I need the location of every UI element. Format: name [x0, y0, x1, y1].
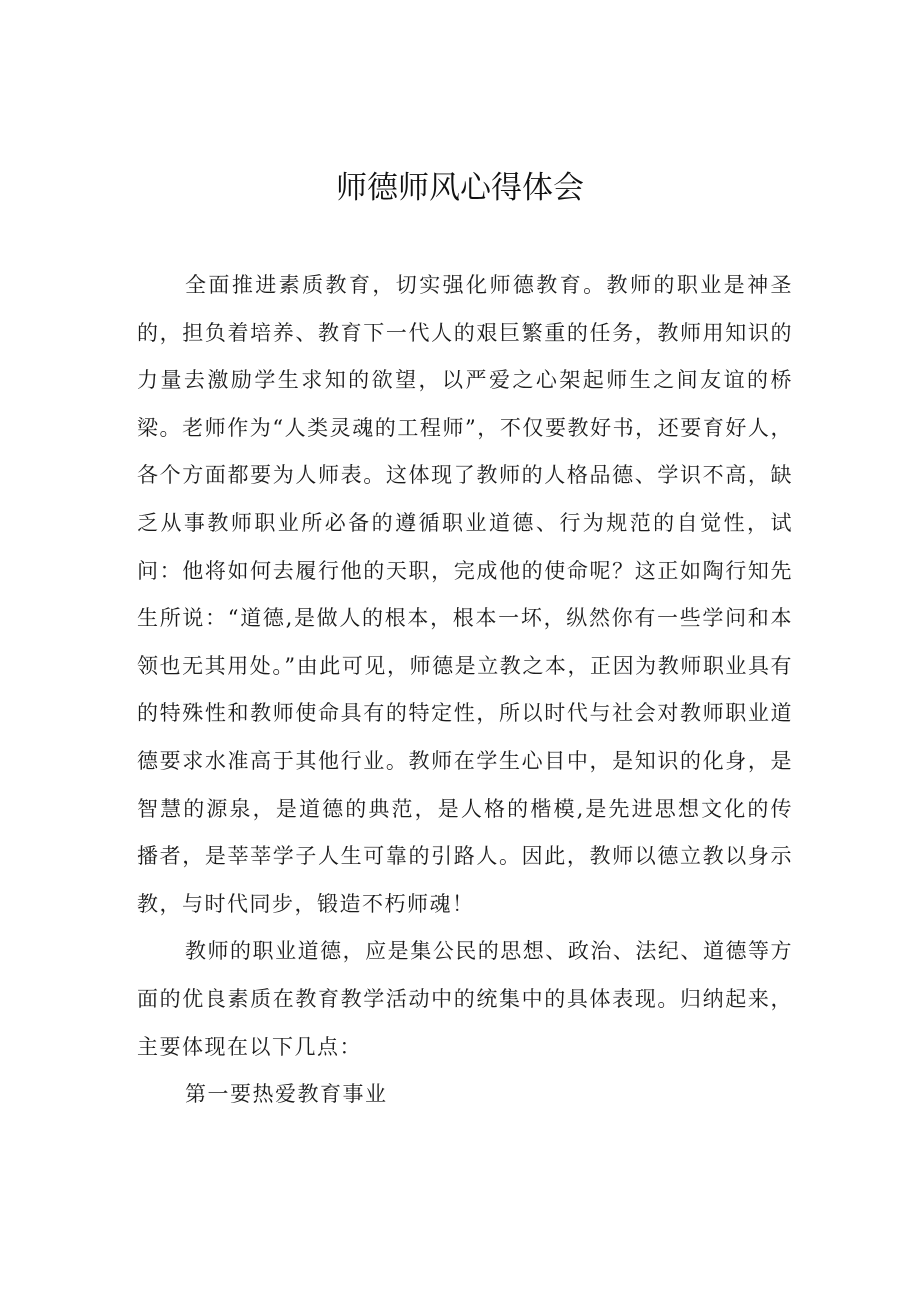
paragraph-summary: 教师的职业道德，应是集公民的思想、政治、法纪、道德等方面的优良素质在教育教学活动中的统集中的具体表现。归纳起来，主要体现在以下几点：	[137, 939, 793, 1059]
document-title: 师德师风心得体会	[336, 170, 584, 206]
document-body	[137, 262, 793, 1119]
paragraph-intro: 全面推进素质教育，切实强化师德教育。教师的职业是神圣的，担负着培养、教育下一代人的艰巨繁重的任务，教师用知识的力量去激励学生求知的欲望，以严爱之心架起师生之间友谊的桥梁。老师作为“人类灵魂的工程师”，不仅要教好书，还要育好人，各个方面都要为人师表。这体现了教师的人格品德、学识不高，缺乏从事教师职业所必备的遵循职业道德、行为规范的自觉性，试问：他将如何去履行他的天职，完成他的使命呢？这正如陶行知先生所说：“道德,是做人的根本，根本一坏，纵然你有一些学问和本领也无其用处。”由此可见，师德是立教之本，正因为教师职业具有的特殊性和教师使命具有的特定性，所以时代与社会对教师职业道德要求水准高于其他行业。教师在学生心目中，是知识的化身，是智慧的源泉，是道德的典范，是人格的楷模,是先进思想文化的传播者，是莘莘学子人生可靠的引路人。因此，教师以德立教以身示教，与时代同步，锻造不朽师魂！	[137, 273, 793, 916]
paragraph-point-one: 第一要热爱教育事业	[185, 1082, 388, 1107]
